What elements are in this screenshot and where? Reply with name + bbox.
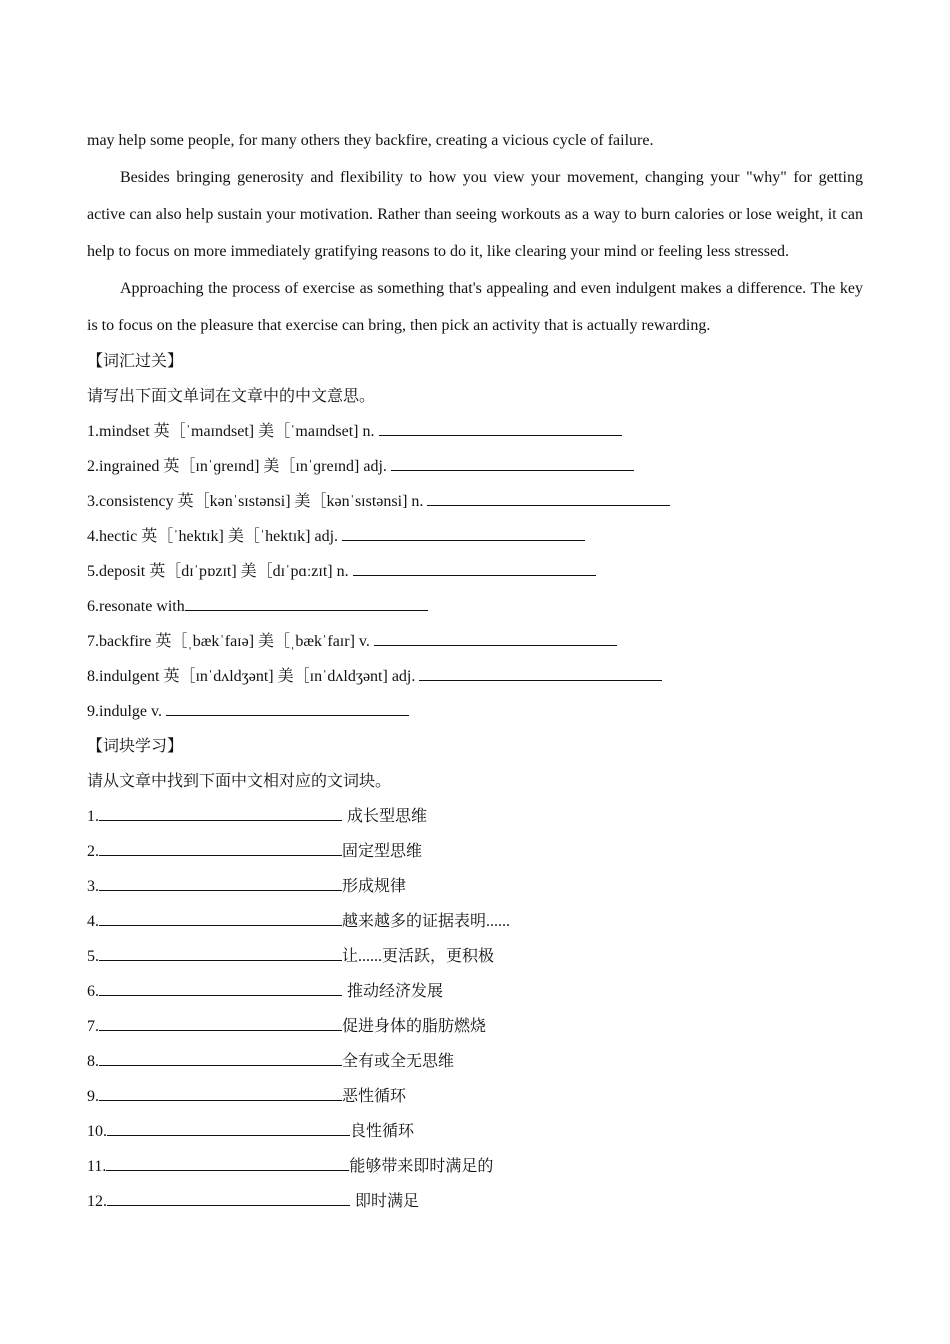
vocab-item-4 (87, 519, 863, 554)
phrase-meaning: 即时满足 (355, 1193, 420, 1210)
passage-paragraph-2: Besides bringing generosity and flexibility to how you view your movement, changing your "why" for getting active can also help sustain your motivation. Rather than seeing workouts as a way to burn calories or lose weight, it can help to focus on more immediately gratifying reasons to do it, like clearing your mind or feeling less stressed. (87, 169, 863, 260)
vocab-item-7 (87, 624, 863, 659)
worksheet-content (87, 122, 863, 1219)
vocab-item-2 (87, 449, 863, 484)
answer-blank[interactable] (99, 911, 342, 926)
answer-blank[interactable] (99, 841, 342, 856)
phrase-number: 11. (87, 1158, 107, 1175)
phrase-item-10 (87, 1114, 863, 1149)
passage-paragraph-3: Approaching the process of exercise as something that's appealing and even indulgent makes a difference. The key is to focus on the pleasure that exercise can bring, then pick an activity that is actually rewarding. (87, 280, 863, 334)
answer-blank[interactable] (353, 561, 596, 576)
answer-blank[interactable] (107, 1121, 350, 1136)
phrase-meaning: 形成规律 (342, 878, 407, 895)
phrase-item-5 (87, 939, 863, 974)
answer-blank[interactable] (99, 1086, 342, 1101)
phrase-meaning: 全有或全无思维 (342, 1053, 455, 1070)
phrase-meaning: 让......更活跃，更积极 (342, 948, 495, 965)
phrase-meaning: 恶性循环 (342, 1088, 407, 1105)
answer-blank[interactable] (99, 1016, 342, 1031)
vocab-item-1 (87, 414, 863, 449)
phrase-item-3 (87, 869, 863, 904)
vocab-item-label: 6.resonate with (87, 598, 185, 615)
answer-blank[interactable] (419, 666, 662, 681)
vocab-item-label: 5.deposit 英［dɪˈpɒzɪt] 美［dɪˈpɑːzɪt] n. (87, 563, 349, 580)
phrase-number: 1. (87, 808, 99, 825)
vocab-item-label: 1.mindset 英［ˈmaɪndset] 美［ˈmaɪndset] n. (87, 423, 375, 440)
answer-blank[interactable] (342, 526, 585, 541)
phrase-number: 3. (87, 878, 99, 895)
phrase-item-4 (87, 904, 863, 939)
passage-paragraph-1-tail: may help some people, for many others they backfire, creating a vicious cycle of failure. (87, 132, 654, 149)
answer-blank[interactable] (185, 596, 428, 611)
phrase-number: 8. (87, 1053, 99, 1070)
phrases-heading: 【词块学习】 (87, 738, 184, 755)
phrase-item-1 (87, 799, 863, 834)
vocab-item-9 (87, 694, 863, 729)
phrase-item-2 (87, 834, 863, 869)
answer-blank[interactable] (99, 806, 342, 821)
answer-blank[interactable] (379, 421, 622, 436)
phrase-number: 6. (87, 983, 99, 1000)
phrase-item-9 (87, 1079, 863, 1114)
answer-blank[interactable] (99, 981, 342, 996)
answer-blank[interactable] (374, 631, 617, 646)
answer-blank[interactable] (99, 876, 342, 891)
phrases-instruction: 请从文章中找到下面中文相对应的文词块。 (87, 773, 392, 790)
vocab-instruction: 请写出下面文单词在文章中的中文意思。 (87, 388, 376, 405)
phrase-number: 10. (87, 1123, 107, 1140)
vocab-item-3 (87, 484, 863, 519)
phrase-item-12 (87, 1184, 863, 1219)
phrase-number: 12. (87, 1193, 107, 1210)
phrase-meaning: 越来越多的证据表明...... (342, 913, 511, 930)
vocab-item-label: 8.indulgent 英［ɪnˈdʌldʒənt] 美［ɪnˈdʌldʒənt] adj. (87, 668, 416, 685)
answer-blank[interactable] (99, 1051, 342, 1066)
phrase-meaning: 良性循环 (350, 1123, 415, 1140)
vocab-item-5 (87, 554, 863, 589)
answer-blank[interactable] (99, 946, 342, 961)
phrase-number: 2. (87, 843, 99, 860)
vocab-heading: 【词汇过关】 (87, 353, 184, 370)
phrase-meaning: 能够带来即时满足的 (349, 1158, 494, 1175)
vocab-item-8 (87, 659, 863, 694)
vocab-item-label: 2.ingrained 英［ɪnˈɡreɪnd] 美［ɪnˈɡreɪnd] adj. (87, 458, 387, 475)
phrase-item-6 (87, 974, 863, 1009)
phrase-item-11 (87, 1149, 863, 1184)
answer-blank[interactable] (107, 1191, 350, 1206)
phrase-number: 7. (87, 1018, 99, 1035)
phrase-number: 4. (87, 913, 99, 930)
phrase-number: 9. (87, 1088, 99, 1105)
answer-blank[interactable] (391, 456, 634, 471)
phrase-number: 5. (87, 948, 99, 965)
answer-blank[interactable] (427, 491, 670, 506)
phrase-item-7 (87, 1009, 863, 1044)
vocab-item-label: 3.consistency 英［kənˈsɪstənsi] 美［kənˈsɪstənsi] n. (87, 493, 424, 510)
phrase-item-8 (87, 1044, 863, 1079)
answer-blank[interactable] (166, 701, 409, 716)
vocab-item-label: 4.hectic 英［ˈhektɪk] 美［ˈhektɪk] adj. (87, 528, 339, 545)
vocab-item-label: 7.backfire 英［ˌbækˈfaɪə] 美［ˌbækˈfaɪr] v. (87, 633, 370, 650)
vocab-item-label: 9.indulge v. (87, 703, 162, 720)
phrase-meaning: 固定型思维 (342, 843, 423, 860)
vocab-item-6 (87, 589, 863, 624)
phrase-meaning: 成长型思维 (347, 808, 428, 825)
phrase-meaning: 促进身体的脂肪燃烧 (342, 1018, 487, 1035)
answer-blank[interactable] (106, 1156, 349, 1171)
phrase-meaning: 推动经济发展 (347, 983, 444, 1000)
